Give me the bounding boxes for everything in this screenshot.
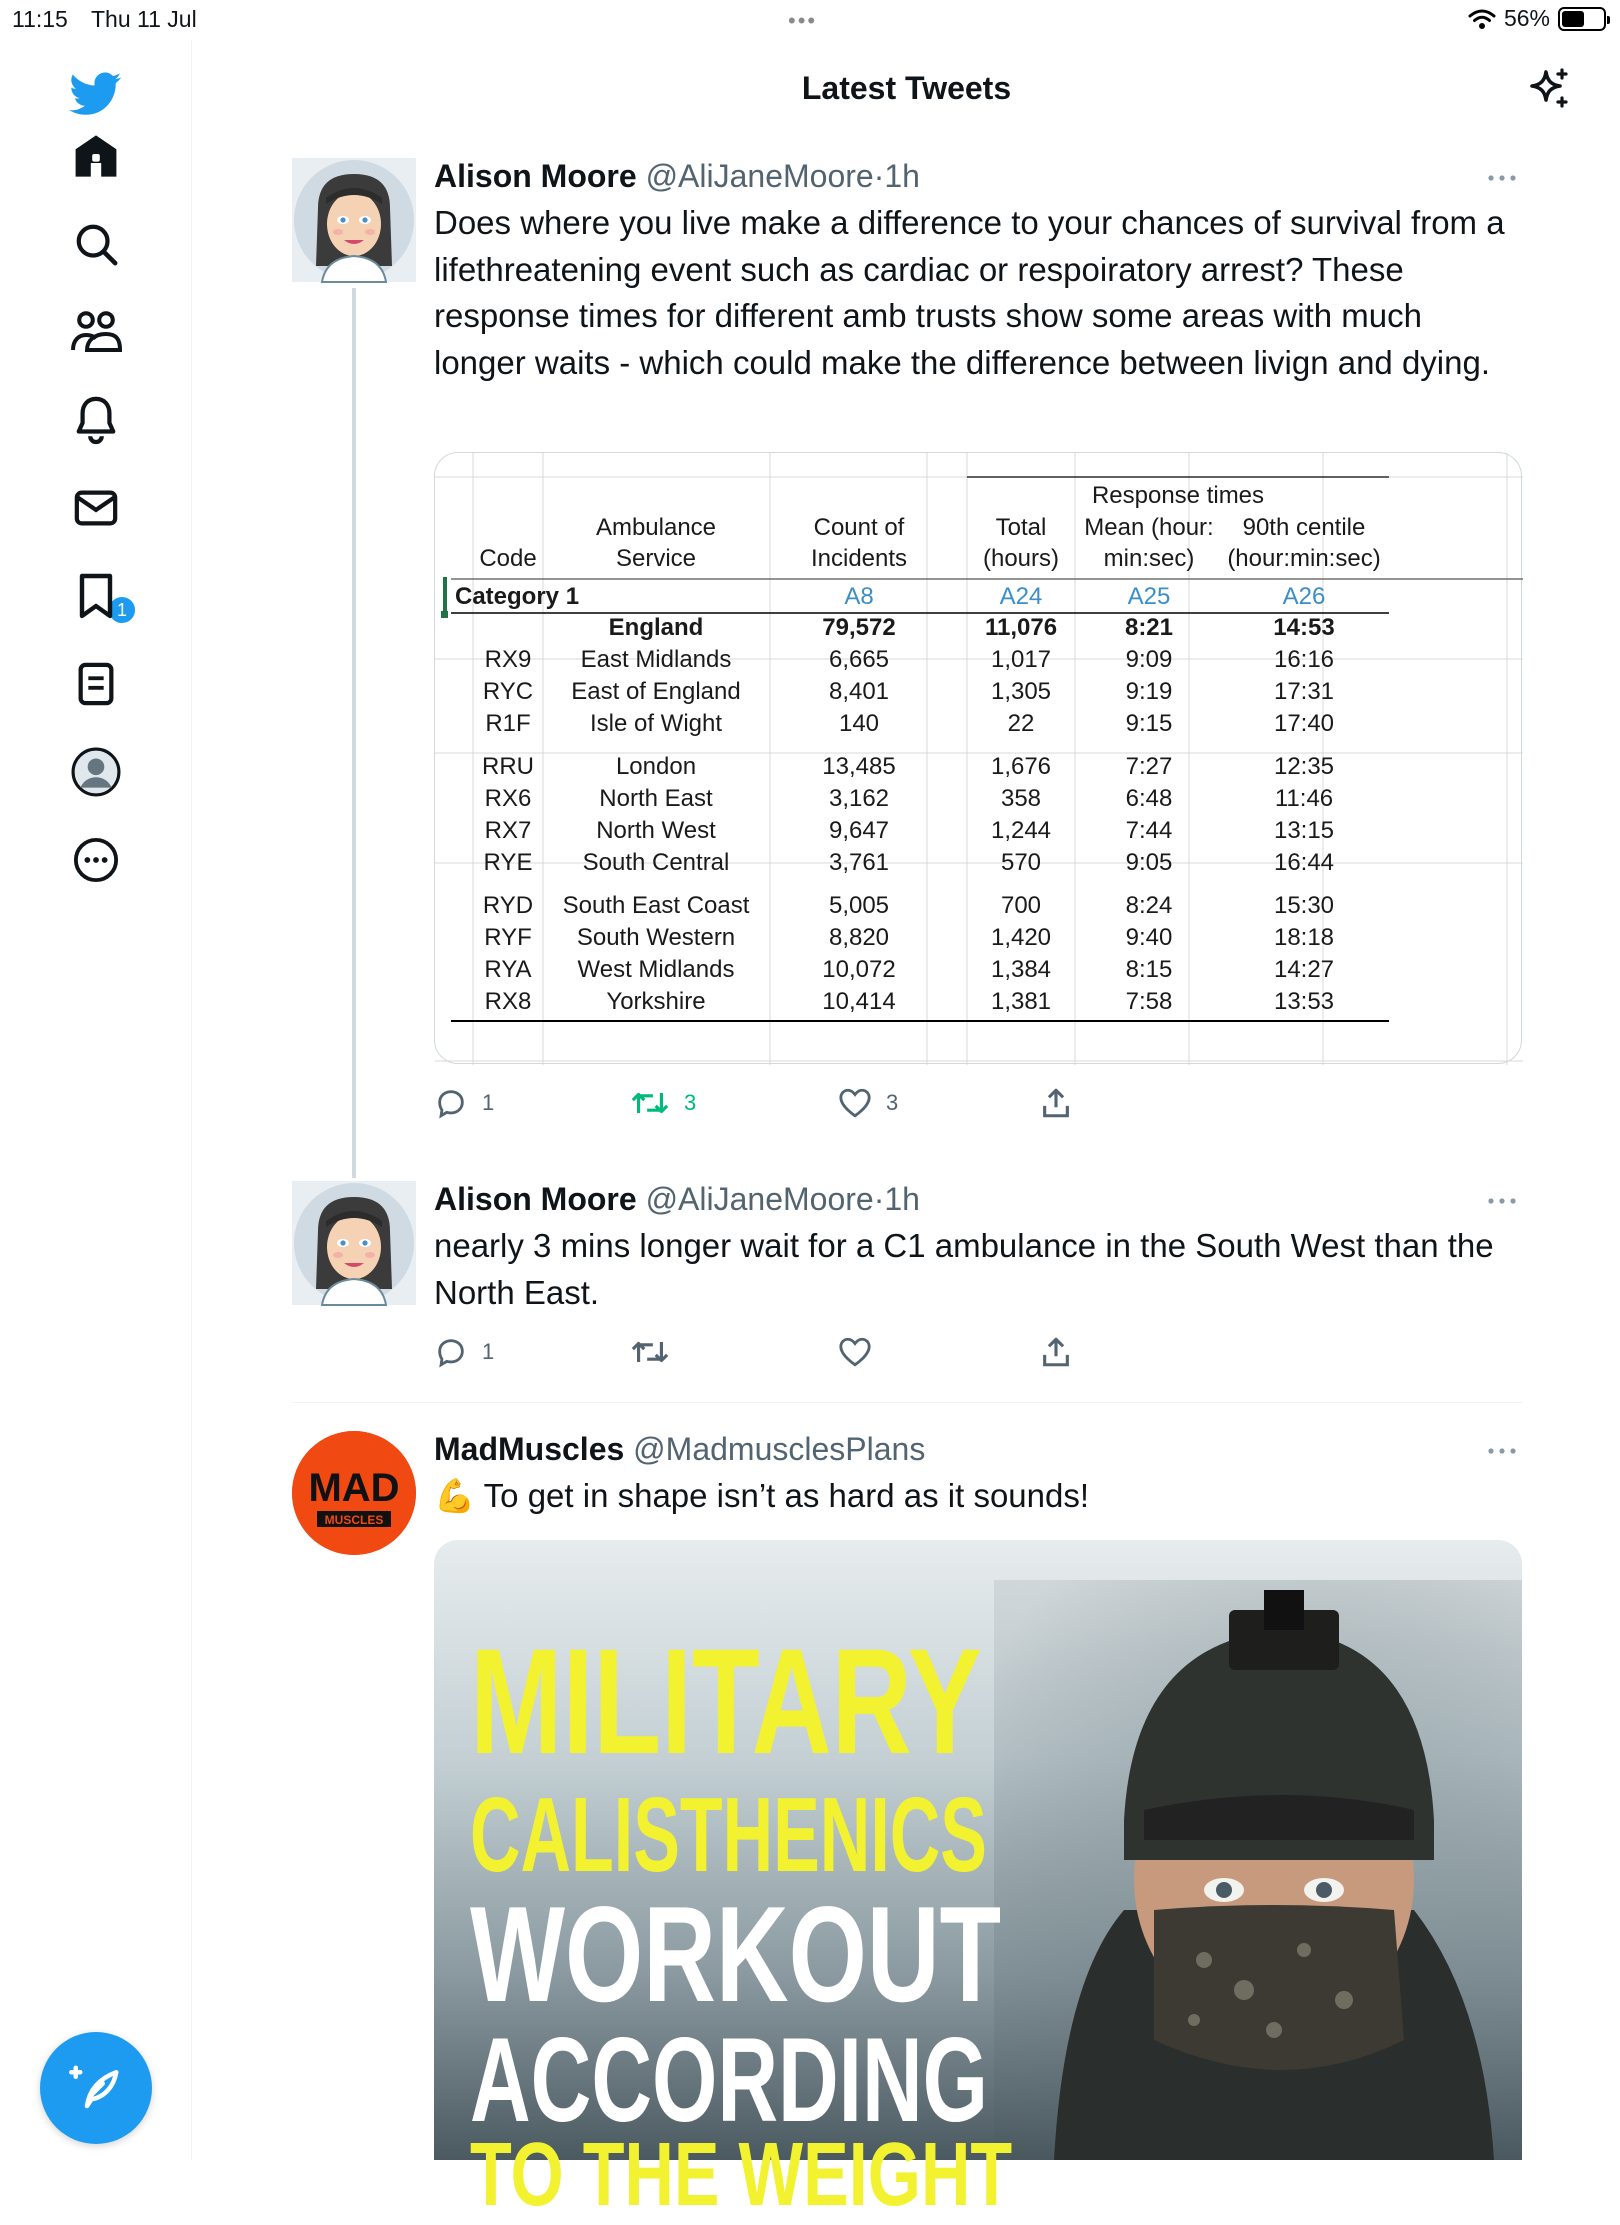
status-time: 11:15: [12, 6, 68, 32]
ad-image[interactable]: [434, 1540, 1522, 2225]
cell-service: North West: [596, 817, 716, 844]
cell-centile: 17:31: [1273, 678, 1335, 705]
multitask-dots-icon[interactable]: •••: [788, 8, 818, 33]
reply-button[interactable]: [434, 1332, 494, 1372]
search-icon[interactable]: [64, 212, 128, 276]
cell-mean: 8:24: [1125, 892, 1173, 919]
cell-count: 5,005: [828, 892, 890, 919]
cell-count: 3,162: [828, 785, 890, 812]
cell-code: R1F: [485, 710, 531, 737]
ad-headline-1: MILITARY: [470, 1617, 982, 1785]
author-name[interactable]: Alison Moore: [434, 158, 637, 194]
cell-centile: 12:35: [1273, 753, 1335, 780]
author-handle[interactable]: @AliJaneMoore: [645, 1181, 874, 1217]
cell-count: 79,572: [822, 614, 896, 641]
cell-count: 13,485: [822, 753, 896, 780]
sparkle-icon[interactable]: [1520, 62, 1576, 118]
people-icon[interactable]: [64, 300, 128, 364]
separator: ·: [873, 158, 885, 194]
cell-service: South East Coast: [562, 892, 750, 919]
status-right: [1468, 5, 1606, 32]
cell-centile: 17:40: [1273, 710, 1335, 737]
mail-icon[interactable]: [64, 476, 128, 540]
tweet-time[interactable]: 1h: [884, 1181, 920, 1217]
cell-centile: 14:53: [1273, 614, 1335, 641]
battery-fill: [1562, 11, 1584, 27]
cell-service: Isle of Wight: [589, 710, 723, 737]
cell-centile: 16:16: [1273, 646, 1335, 673]
col-centile-1: 90th centile: [1242, 514, 1366, 541]
cell-total: 1,244: [990, 817, 1052, 844]
cell-centile: 14:27: [1273, 956, 1335, 983]
cell-service: West Midlands: [577, 956, 735, 983]
retweet-icon: [630, 1088, 670, 1118]
cell-code: RX8: [484, 988, 532, 1015]
cell-total: 358: [1000, 785, 1042, 812]
avatar[interactable]: [292, 1181, 416, 1305]
avatar-text-2: MUSCLES: [324, 1513, 384, 1527]
cell-centile: 13:15: [1273, 817, 1335, 844]
cell-code: RYF: [484, 924, 532, 951]
cell-total: 570: [1000, 849, 1042, 876]
cell-count: 9,647: [828, 817, 890, 844]
tweet-image[interactable]: [434, 452, 1522, 1064]
cell-service: South Western: [576, 924, 736, 951]
ad-headline-2: CALISTHENICS: [470, 1776, 987, 1894]
cell-count: 6,665: [828, 646, 890, 673]
more-options-icon[interactable]: [1482, 168, 1522, 188]
more-options-icon[interactable]: [1482, 1191, 1522, 1211]
cell-centile: 18:18: [1273, 924, 1335, 951]
tweet-2-actions: [434, 1332, 1134, 1372]
cell-total: 1,676: [990, 753, 1052, 780]
avatar-text-1: MAD: [308, 1466, 400, 1510]
share-icon: [1040, 1335, 1072, 1369]
cell-count: 8,401: [828, 678, 890, 705]
cell-total: 1,420: [990, 924, 1052, 951]
compose-icon: [69, 2061, 123, 2115]
col-count-1: Count of: [813, 514, 905, 541]
cell-mean: 7:27: [1125, 753, 1173, 780]
col-total-1: Total: [995, 514, 1047, 541]
cell-count: 140: [838, 710, 880, 737]
cell-centile: 13:53: [1273, 988, 1335, 1015]
retweet-icon: [630, 1337, 670, 1367]
heart-icon: [838, 1087, 872, 1119]
battery-percent: 56%: [1503, 5, 1550, 31]
list-icon[interactable]: [64, 652, 128, 716]
avatar[interactable]: [292, 1431, 416, 1555]
ad-headline-3: WORKOUT: [470, 1878, 1002, 2030]
col-service-1: Ambulance: [595, 514, 717, 541]
reply-count: 1: [482, 1090, 495, 1115]
retweet-button[interactable]: [630, 1332, 670, 1372]
status-date: Thu 11 Jul: [91, 6, 197, 32]
cell-mean: 8:15: [1125, 956, 1173, 983]
cell-count: 8,820: [828, 924, 890, 951]
ref-a26: A26: [1282, 583, 1326, 610]
cell-code: RYD: [482, 892, 534, 919]
col-centile-2: (hour:min:sec): [1227, 545, 1381, 572]
cell-mean: 6:48: [1125, 785, 1173, 812]
cell-code: RX9: [484, 646, 532, 673]
tweet-text-content: To get in shape isn’t as hard as it sounds!: [483, 1477, 1090, 1514]
cell-service: England: [608, 614, 704, 641]
reply-icon: [434, 1335, 468, 1369]
share-icon: [1040, 1086, 1072, 1120]
cell-centile: 11:46: [1274, 785, 1334, 812]
cell-mean: 9:19: [1125, 678, 1173, 705]
notification-badge: 1: [107, 595, 137, 625]
flexed-biceps-icon: 💪: [434, 1477, 476, 1514]
cell-total: 1,305: [990, 678, 1052, 705]
cell-mean: 7:58: [1125, 988, 1173, 1015]
cell-service: North East: [599, 785, 713, 812]
col-service-2: Service: [615, 545, 697, 572]
cell-mean: 9:09: [1125, 646, 1173, 673]
like-button[interactable]: [838, 1083, 898, 1123]
ref-a8: A8: [844, 583, 874, 610]
ref-a24: A24: [999, 583, 1043, 610]
like-button[interactable]: [838, 1332, 872, 1372]
cell-code: RYE: [483, 849, 533, 876]
cell-mean: 7:44: [1125, 817, 1173, 844]
ad-headline-5: TO THE WEIGHT: [470, 2125, 1013, 2225]
cell-count: 10,072: [822, 956, 896, 983]
cell-service: Yorkshire: [606, 988, 706, 1015]
col-code: Code: [479, 545, 537, 572]
author-handle[interactable]: @MadmusclesPlans: [633, 1431, 926, 1467]
group-header: Response times: [1091, 482, 1265, 509]
bookmark-icon[interactable]: [64, 564, 128, 628]
cell-service: East Midlands: [580, 646, 732, 673]
author-name[interactable]: Alison Moore: [434, 1181, 637, 1217]
cell-code: RYA: [484, 956, 532, 983]
col-mean-1: Mean (hour:: [1084, 514, 1214, 541]
separator: ·: [873, 1181, 885, 1217]
share-button[interactable]: [1040, 1332, 1072, 1372]
cell-mean: 8:21: [1124, 614, 1174, 641]
timeline-header: [193, 40, 1620, 140]
soldier-image: [994, 1580, 1522, 2160]
tweet-header: [434, 1181, 920, 1218]
more-icon[interactable]: [64, 828, 128, 892]
sidebar: [0, 40, 192, 2160]
tweet-text: [434, 1473, 1522, 1520]
tweet-header: [434, 158, 920, 195]
reply-count: 1: [482, 1339, 495, 1364]
page-title: Latest Tweets: [801, 70, 1012, 106]
heart-icon: [838, 1336, 872, 1368]
cell-total: 1,381: [990, 988, 1052, 1015]
profile-icon[interactable]: [64, 740, 128, 804]
tweet-divider: [292, 1402, 1522, 1403]
share-button[interactable]: [1040, 1083, 1072, 1123]
home-icon[interactable]: [64, 124, 128, 188]
cell-total: 1,384: [990, 956, 1052, 983]
retweet-count: 3: [684, 1090, 697, 1115]
cell-total: 700: [1000, 892, 1042, 919]
tweet-text: Does where you live make a difference to your chances of survival from a lifethreatening event such as cardiac or respoiratory arrest? These response times for different amb trusts show some areas with much longer waits - which could make the difference between livign and dying.: [434, 204, 1505, 381]
retweet-button[interactable]: [630, 1083, 696, 1123]
category-label: Category 1: [455, 583, 580, 610]
cell-count: 10,414: [822, 988, 896, 1015]
ad-headline-4: ACCORDING: [470, 2013, 988, 2147]
cell-service: South Central: [582, 849, 730, 876]
tweet-time[interactable]: 1h: [884, 158, 920, 194]
cell-count: 3,761: [828, 849, 890, 876]
twitter-bird-icon[interactable]: [64, 62, 128, 126]
cell-code: RX7: [484, 817, 532, 844]
col-mean-2: min:sec): [1103, 545, 1195, 572]
cell-code: RYC: [482, 678, 534, 705]
battery-icon: [1558, 7, 1606, 31]
cell-total: 11,076: [984, 614, 1058, 641]
author-name[interactable]: MadMuscles: [434, 1431, 625, 1467]
tweet-1-actions: [434, 1083, 1134, 1123]
cell-mean: 9:40: [1125, 924, 1173, 951]
bell-icon[interactable]: [64, 388, 128, 452]
cell-service: London: [615, 753, 697, 780]
tweet-header: [434, 1431, 925, 1468]
cell-mean: 9:05: [1125, 849, 1173, 876]
cell-total: 22: [1007, 710, 1035, 737]
cell-code: RRU: [482, 753, 534, 780]
spreadsheet-table: [435, 453, 1523, 1065]
cell-centile: 15:30: [1273, 892, 1335, 919]
avatar[interactable]: [292, 158, 416, 282]
col-total-2: (hours): [982, 545, 1060, 572]
wifi-icon: [1468, 8, 1496, 30]
compose-button[interactable]: [40, 2032, 152, 2144]
cell-total: 1,017: [990, 646, 1052, 673]
reply-button[interactable]: [434, 1083, 494, 1123]
author-handle[interactable]: @AliJaneMoore: [645, 158, 874, 194]
like-count: 3: [886, 1090, 899, 1115]
cell-code: RX6: [484, 785, 532, 812]
cell-mean: 9:15: [1125, 710, 1173, 737]
tweet-text: nearly 3 mins longer wait for a C1 ambulance in the South West than the North East.: [434, 1227, 1494, 1311]
cell-centile: 16:44: [1273, 849, 1335, 876]
cell-service: East of England: [571, 678, 741, 705]
more-options-icon[interactable]: [1482, 1441, 1522, 1461]
ref-a25: A25: [1127, 583, 1171, 610]
status-bar: [0, 0, 1620, 40]
col-count-2: Incidents: [810, 545, 908, 572]
reply-icon: [434, 1086, 468, 1120]
